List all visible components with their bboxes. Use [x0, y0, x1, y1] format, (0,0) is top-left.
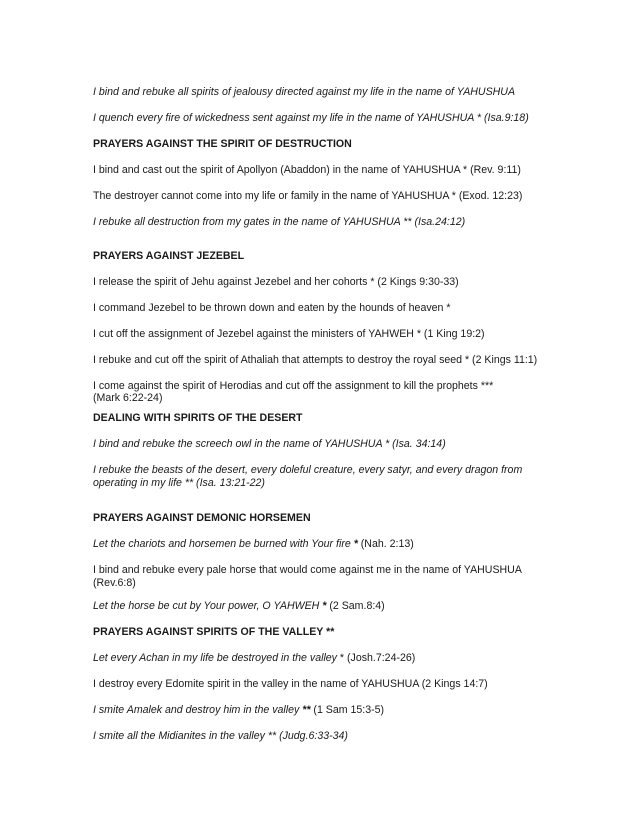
prayer-marker: **: [299, 704, 311, 716]
prayer-line: I bind and rebuke every pale horse that would come against me in the name of YAHUSHUA: [93, 564, 522, 576]
prayer-reference: (1 Sam 15:3-5): [310, 704, 385, 716]
prayer-line-continued: (Mark 6:22-24): [93, 392, 163, 404]
prayer-italic-text: Let the horse be cut by Your power, O YAHWEH: [93, 600, 320, 612]
prayer-line: I cut off the assignment of Jezebel against the ministers of YAHWEH * (1 King 19:2): [93, 328, 485, 340]
prayer-reference: (2 Sam.8:4): [326, 600, 385, 612]
prayer-line: [93, 652, 415, 665]
prayer-line: The destroyer cannot come into my life or family in the name of YAHUSHUA * (Exod. 12:23): [93, 190, 523, 202]
prayer-line: I destroy every Edomite spirit in the valley in the name of YAHUSHUA (2 Kings 14:7): [93, 678, 488, 690]
prayer-line-continued: operating in my life ** (Isa. 13:21-22): [93, 477, 265, 489]
prayer-italic-text: I smite Amalek and destroy him in the valley: [93, 704, 300, 716]
prayer-line-continued: (Rev.6:8): [93, 577, 136, 589]
prayer-line: [93, 704, 384, 717]
prayer-line: [93, 538, 414, 551]
prayer-italic-text: Let the chariots and horsemen be burned with Your fire: [93, 538, 351, 550]
prayer-line: I bind and rebuke the screech owl in the name of YAHUSHUA * (Isa. 34:14): [93, 438, 446, 450]
section-heading: PRAYERS AGAINST DEMONIC HORSEMEN: [93, 512, 311, 524]
section-heading: DEALING WITH SPIRITS OF THE DESERT: [93, 412, 303, 424]
section-heading: PRAYERS AGAINST JEZEBEL: [93, 250, 245, 262]
prayer-line: I smite all the Midianites in the valley ** (Judg.6:33-34): [93, 730, 348, 742]
prayer-marker: *: [319, 600, 327, 612]
section-heading: PRAYERS AGAINST THE SPIRIT OF DESTRUCTION: [93, 138, 352, 150]
prayer-line: I release the spirit of Jehu against Jezebel and her cohorts * (2 Kings 9:30-33): [93, 276, 459, 288]
prayer-marker: *: [350, 538, 358, 550]
prayer-line: [93, 600, 385, 613]
prayer-line: I quench every fire of wickedness sent against my life in the name of YAHUSHUA * (Isa.9:18): [93, 112, 529, 124]
prayer-line: I rebuke and cut off the spirit of Athaliah that attempts to destroy the royal seed * (2 Kings 11:1): [93, 354, 538, 366]
prayer-line: I bind and rebuke all spirits of jealousy directed against my life in the name of YAHUSHUA: [93, 86, 516, 98]
prayer-line: I rebuke the beasts of the desert, every doleful creature, every satyr, and every dragon from: [93, 464, 523, 476]
prayer-line: I command Jezebel to be thrown down and eaten by the hounds of heaven *: [93, 302, 451, 314]
prayer-line: I bind and cast out the spirit of Apollyon (Abaddon) in the name of YAHUSHUA * (Rev. 9:11): [93, 164, 521, 176]
prayer-line: I rebuke all destruction from my gates in the name of YAHUSHUA ** (Isa.24:12): [93, 216, 466, 228]
prayer-line: I come against the spirit of Herodias and cut off the assignment to kill the prophets ***: [93, 380, 494, 392]
prayer-reference: * (Josh.7:24-26): [336, 652, 416, 664]
prayer-italic-text: Let every Achan in my life be destroyed in the valley: [93, 652, 337, 664]
prayer-reference: (Nah. 2:13): [357, 538, 414, 550]
section-heading: PRAYERS AGAINST SPIRITS OF THE VALLEY **: [93, 626, 335, 638]
